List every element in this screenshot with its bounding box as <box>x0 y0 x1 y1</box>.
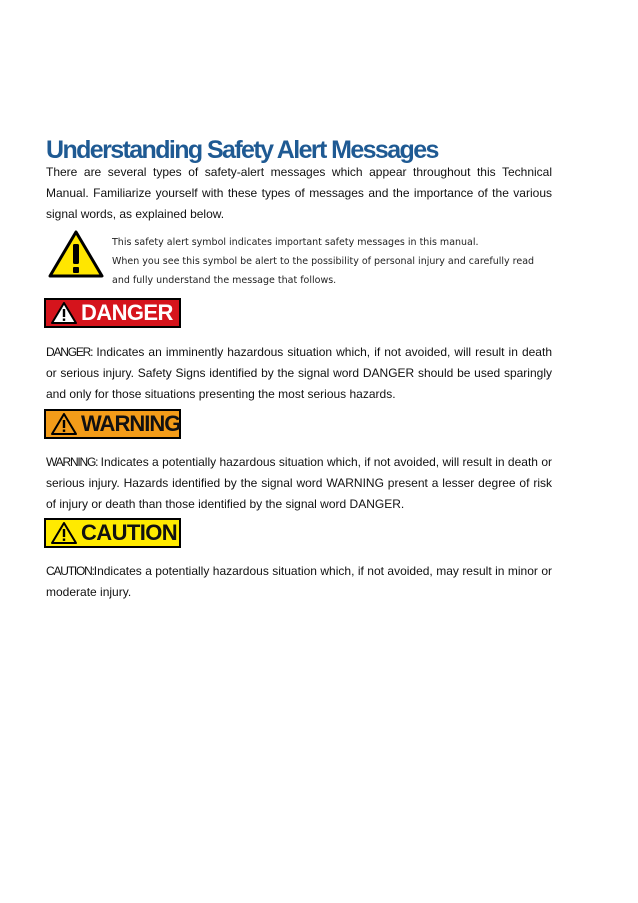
safety-symbol-description <box>112 233 552 290</box>
danger-sign <box>44 298 181 328</box>
caution-description <box>46 561 552 603</box>
danger-triangle-icon <box>50 301 78 325</box>
warning-description <box>46 452 552 515</box>
caution-sign-label: CAUTION <box>81 520 178 545</box>
caution-term: CAUTION: <box>46 564 94 578</box>
caution-triangle-icon <box>50 521 78 545</box>
danger-sign-label: DANGER <box>81 300 173 325</box>
danger-text: Indicates an imminently hazardous situation which, if not avoided, will result in death or serious injury. Safety Signs identified by the signal word DANGER should be used sparingly and only for those situations presenting the most serious hazards. <box>46 345 552 401</box>
warning-triangle-icon <box>50 412 78 436</box>
danger-term: DANGER: <box>46 345 93 359</box>
danger-description <box>46 342 552 405</box>
warning-text: Indicates a potentially hazardous situation which, if not avoided, will result in death or serious injury. Hazards identified by the signal word WARNING present a lesser degree of risk of injury or death than those identified by the signal word DANGER. <box>46 455 552 511</box>
symbol-description-line-1: This safety alert symbol indicates important safety messages in this manual. <box>112 237 479 248</box>
page-title: Understanding Safety Alert Messages <box>46 136 438 164</box>
safety-alert-triangle-icon <box>48 230 104 278</box>
symbol-description-line-2: When you see this symbol be alert to the possibility of personal injury and carefully read and fully understand the message that follows. <box>112 256 535 286</box>
warning-sign <box>44 409 181 439</box>
intro-paragraph: There are several types of safety-alert messages which appear throughout this Technical Manual. Familiarize yourself with these types of messages and the importance of the various signal words, as explained below. <box>46 165 552 221</box>
caution-text: Indicates a potentially hazardous situation which, if not avoided, may result in minor or moderate injury. <box>46 564 552 599</box>
warning-term: WARNING: <box>46 455 98 469</box>
warning-sign-label: WARNING <box>81 411 181 436</box>
caution-sign <box>44 518 181 548</box>
